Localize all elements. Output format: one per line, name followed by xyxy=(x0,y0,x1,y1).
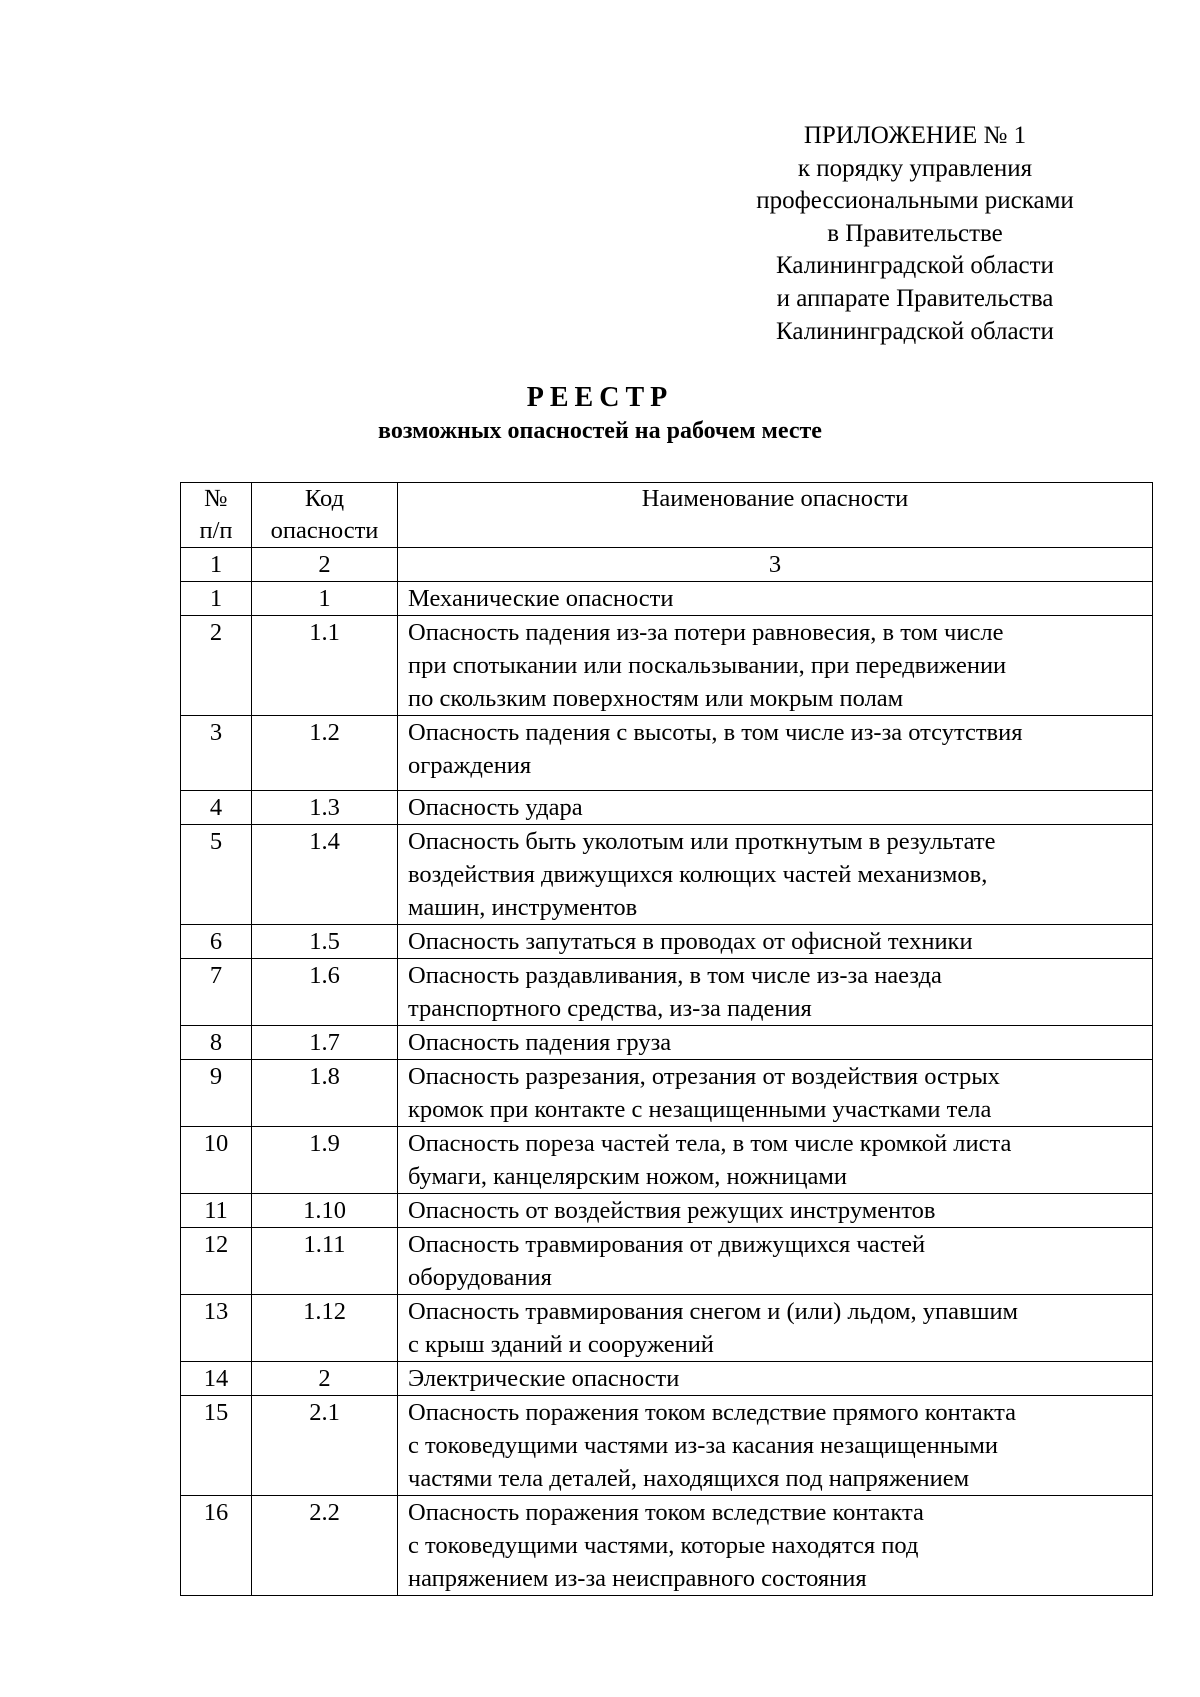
hazard-name-line: кромок при контакте с незащищенными участками тела xyxy=(408,1096,992,1123)
hazard-code: 1.5 xyxy=(252,925,398,959)
appendix-line: ПРИЛОЖЕНИЕ № 1 xyxy=(803,122,1027,149)
hazard-name xyxy=(398,1228,1153,1295)
row-number: 7 xyxy=(181,959,252,1026)
hazard-name xyxy=(398,925,1153,959)
hazard-name-line: Опасность падения с высоты, в том числе из-за отсутствия xyxy=(408,719,1023,746)
hazard-name-line: Электрические опасности xyxy=(408,1365,680,1392)
hazard-code: 1.4 xyxy=(252,825,398,925)
table-row xyxy=(181,791,1153,825)
table-row xyxy=(181,1194,1153,1228)
column-number: 1 xyxy=(181,548,252,582)
hazard-name xyxy=(398,1496,1153,1596)
hazard-code: 1.1 xyxy=(252,616,398,716)
header-num xyxy=(181,483,252,548)
table-row xyxy=(181,1127,1153,1194)
hazard-name xyxy=(398,716,1153,791)
hazard-name xyxy=(398,1194,1153,1228)
hazard-name-line: Опасность пореза частей тела, в том числе кромкой листа xyxy=(408,1130,1012,1157)
table-row xyxy=(181,1228,1153,1295)
hazard-name xyxy=(398,1396,1153,1496)
hazard-name-line: машин, инструментов xyxy=(408,894,638,921)
row-number: 5 xyxy=(181,825,252,925)
hazard-name-line: по скользким поверхностям или мокрым полам xyxy=(408,685,904,712)
table-row xyxy=(181,1496,1153,1596)
appendix-line: в Правительстве xyxy=(827,219,1003,247)
appendix-line: и аппарате Правительства xyxy=(776,284,1054,312)
hazard-name xyxy=(398,1362,1153,1396)
hazard-name-line: Опасность раздавливания, в том числе из-за наезда xyxy=(408,962,942,989)
row-number: 14 xyxy=(181,1362,252,1396)
column-number: 3 xyxy=(398,548,1153,582)
hazard-name-line: Опасность падения из-за потери равновесия, в том числе xyxy=(408,619,1004,646)
hazard-code: 1.3 xyxy=(252,791,398,825)
hazard-name xyxy=(398,1295,1153,1362)
row-number: 1 xyxy=(181,582,252,616)
row-number: 16 xyxy=(181,1496,252,1596)
table-row xyxy=(181,1295,1153,1362)
hazard-code: 2.2 xyxy=(252,1496,398,1596)
hazard-code: 1.6 xyxy=(252,959,398,1026)
hazard-name xyxy=(398,1026,1153,1060)
header-name-text: Наименование опасности xyxy=(641,485,909,512)
hazard-code: 1.2 xyxy=(252,716,398,791)
hazard-name-line: с крыш зданий и сооружений xyxy=(408,1331,714,1358)
table-row xyxy=(181,616,1153,716)
hazard-name-line: Опасность быть уколотым или проткнутым в результате xyxy=(408,828,996,855)
hazard-name-line: Опасность поражения током вследствие контакта xyxy=(408,1499,924,1526)
hazard-name-line: ограждения xyxy=(408,752,532,779)
hazard-name-line: Механические опасности xyxy=(408,585,674,612)
hazard-code: 1 xyxy=(252,582,398,616)
table-row xyxy=(181,1396,1153,1496)
row-number: 12 xyxy=(181,1228,252,1295)
header-code-line1: Код xyxy=(304,485,345,512)
hazard-name-line: с токоведущими частями из-за касания незащищенными xyxy=(408,1432,998,1459)
table-row xyxy=(181,825,1153,925)
hazard-code: 2 xyxy=(252,1362,398,1396)
hazard-code: 1.11 xyxy=(252,1228,398,1295)
column-number: 2 xyxy=(252,548,398,582)
hazard-name-line: оборудования xyxy=(408,1264,552,1291)
hazard-name-line: Опасность от воздействия режущих инструментов xyxy=(408,1197,936,1224)
hazard-name-line: при спотыкании или поскальзывании, при передвижении xyxy=(408,652,1007,679)
hazard-name-line: транспортного средства, из-за падения xyxy=(408,995,812,1022)
table-header-row xyxy=(181,483,1153,548)
hazard-name xyxy=(398,791,1153,825)
row-number: 2 xyxy=(181,616,252,716)
hazard-name-line: частями тела деталей, находящихся под напряжением xyxy=(408,1465,970,1492)
hazard-name-line: бумаги, канцелярским ножом, ножницами xyxy=(408,1163,847,1190)
hazard-name-line: воздействия движущихся колющих частей механизмов, xyxy=(408,861,988,888)
hazard-code: 1.12 xyxy=(252,1295,398,1362)
header-name xyxy=(398,483,1153,548)
appendix-header xyxy=(690,120,1140,348)
hazard-name xyxy=(398,616,1153,716)
hazard-name-line: Опасность разрезания, отрезания от воздействия острых xyxy=(408,1063,1000,1090)
hazard-code: 1.10 xyxy=(252,1194,398,1228)
row-number: 6 xyxy=(181,925,252,959)
table-row xyxy=(181,1026,1153,1060)
hazard-name-line: Опасность травмирования снегом и (или) льдом, упавшим xyxy=(408,1298,1019,1325)
hazard-name xyxy=(398,959,1153,1026)
row-number: 8 xyxy=(181,1026,252,1060)
hazard-name-line: Опасность травмирования от движущихся частей xyxy=(408,1231,926,1258)
table-row xyxy=(181,582,1153,616)
row-number: 11 xyxy=(181,1194,252,1228)
hazard-code: 1.9 xyxy=(252,1127,398,1194)
row-number: 9 xyxy=(181,1060,252,1127)
row-number: 3 xyxy=(181,716,252,791)
hazard-code: 1.7 xyxy=(252,1026,398,1060)
row-number: 4 xyxy=(181,791,252,825)
row-number: 15 xyxy=(181,1396,252,1496)
hazard-name xyxy=(398,825,1153,925)
document-subtitle: возможных опасностей на рабочем месте xyxy=(378,418,822,444)
table-row xyxy=(181,959,1153,1026)
hazard-name-line: с токоведущими частями, которые находятся под xyxy=(408,1532,919,1559)
appendix-line: Калининградской области xyxy=(776,317,1054,345)
hazard-name-line: Опасность удара xyxy=(408,794,583,821)
table-row xyxy=(181,1362,1153,1396)
header-num-line2: п/п xyxy=(199,517,233,544)
hazard-code: 1.8 xyxy=(252,1060,398,1127)
row-number: 10 xyxy=(181,1127,252,1194)
row-number: 13 xyxy=(181,1295,252,1362)
hazard-name-line: Опасность падения груза xyxy=(408,1029,672,1056)
appendix-line: к порядку управления xyxy=(797,154,1033,182)
table-row xyxy=(181,925,1153,959)
header-code-line2: опасности xyxy=(270,517,379,544)
hazard-name-line: напряжением из-за неисправного состояния xyxy=(408,1565,867,1592)
hazard-name xyxy=(398,1127,1153,1194)
appendix-line: профессиональными рисками xyxy=(756,187,1074,215)
hazard-name xyxy=(398,582,1153,616)
table-row xyxy=(181,716,1153,791)
hazard-name-line: Опасность запутаться в проводах от офисной техники xyxy=(408,928,973,955)
document-title: РЕЕСТР xyxy=(526,382,674,413)
hazard-name xyxy=(398,1060,1153,1127)
header-num-line1: № xyxy=(204,485,228,512)
table-row xyxy=(181,1060,1153,1127)
table-body xyxy=(181,582,1153,1596)
column-number-row xyxy=(181,548,1153,582)
hazard-registry-table xyxy=(180,482,1153,1596)
hazard-name-line: Опасность поражения током вследствие прямого контакта xyxy=(408,1399,1017,1426)
appendix-line: Калининградской области xyxy=(776,252,1054,280)
hazard-code: 2.1 xyxy=(252,1396,398,1496)
header-code xyxy=(252,483,398,548)
